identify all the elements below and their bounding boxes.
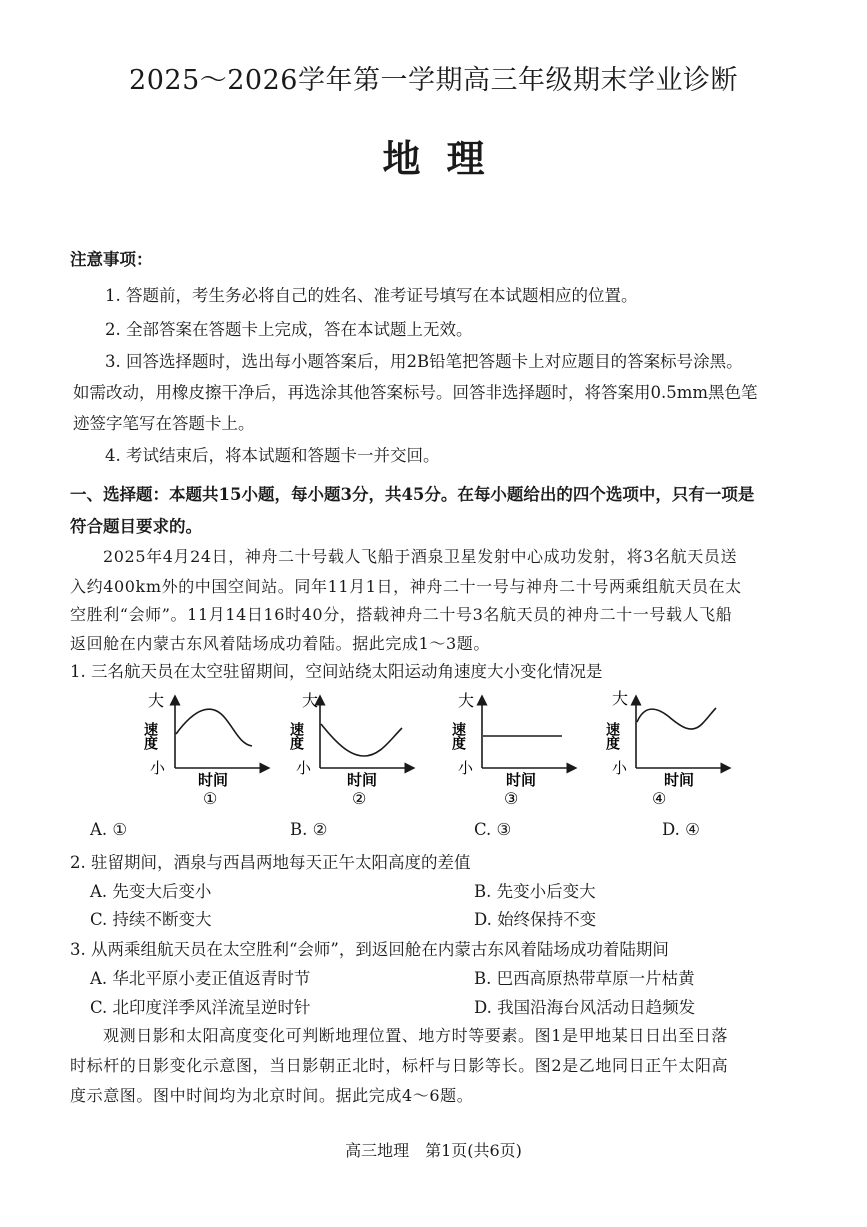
q2-option-c: C. 持续不断变大 <box>90 910 212 929</box>
q3-option-a: A. 华北平原小麦正值返青时节 <box>90 969 311 988</box>
q2-option-d: D. 始终保持不变 <box>474 910 597 929</box>
notice-item-3: 3. 回答选择题时，选出每小题答案后，用2B铅笔把答题卡上对应题目的答案标号涂黑。 <box>105 352 743 371</box>
q3-option-b: B. 巴西高原热带草原一片枯黄 <box>474 969 695 988</box>
graph-1 <box>140 688 270 810</box>
passage1-line-1: 2025年4月24日，神舟二十号载人飞船于酒泉卫星发射中心成功发射，将3名航天员送 <box>103 547 738 566</box>
q3-option-d: D. 我国沿海台风活动日趋频发 <box>474 998 696 1017</box>
graph3-x-label: 时间 <box>506 771 537 789</box>
passage2-line-3: 度示意图。图中时间均为北京时间。据此完成4～6题。 <box>70 1086 474 1105</box>
graph4-y-label: 速度 <box>604 722 620 750</box>
section-heading-cont: 符合题目要求的。 <box>70 517 202 536</box>
graph2-small-label: 小 <box>296 759 312 777</box>
passage1-line-2: 入约400km外的中国空间站。同年11月1日，神舟二十一号与神舟二十号两乘组航天员在太 <box>70 577 742 596</box>
q1-option-d: D. ④ <box>662 820 700 839</box>
graph2-big-label: 大 <box>302 691 319 710</box>
notice-item-3-cont2: 迹签字笔写在答题卡上。 <box>73 414 255 433</box>
passage1-line-3: 空胜利“会师”。11月14日16时40分，搭载神舟二十号3名航天员的神舟二十一号载人飞船 <box>70 605 733 624</box>
graph-4 <box>600 688 730 810</box>
notice-item-1: 1. 答题前，考生务必将自己的姓名、准考证号填写在本试题相应的位置。 <box>105 286 638 305</box>
passage2-line-2: 时标杆的日影变化示意图，当日影朝正北时，标杆与日影等长。图2是乙地同日正午太阳高 <box>70 1056 729 1075</box>
notice-item-3-cont: 如需改动，用橡皮擦干净后，再选涂其他答案标号。回答非选择题时，将答案用0.5mm黑色笔 <box>73 383 758 402</box>
graph4-number: ④ <box>652 789 667 808</box>
graph-3 <box>446 688 576 810</box>
graph1-x-label: 时间 <box>198 771 229 789</box>
q1-stem: 1. 三名航天员在太空驻留期间，空间站绕太阳运动角速度大小变化情况是 <box>70 662 603 681</box>
graph3-big-label: 大 <box>458 691 475 710</box>
exam-title: 2025～2026学年第一学期高三年级期末学业诊断 <box>129 65 738 96</box>
graph2-x-label: 时间 <box>347 771 378 789</box>
page-footer: 高三地理 第1页(共6页) <box>345 1141 522 1160</box>
graph4-small-label: 小 <box>612 759 628 777</box>
graph4-x-label: 时间 <box>664 771 695 789</box>
graph1-y-label: 速度 <box>142 722 158 750</box>
notice-heading: 注意事项： <box>70 250 153 269</box>
q3-option-c: C. 北印度洋季风洋流呈逆时针 <box>90 998 311 1017</box>
subject-title: 地理 <box>382 136 511 181</box>
q1-option-a: A. ① <box>90 820 128 839</box>
q3-stem: 3. 从两乘组航天员在太空胜利“会师”，到返回舱在内蒙古东风着陆场成功着陆期间 <box>70 940 669 959</box>
graph3-small-label: 小 <box>458 759 474 777</box>
notice-item-2: 2. 全部答案在答题卡上完成，答在本试题上无效。 <box>105 320 473 339</box>
q2-option-a: A. 先变大后变小 <box>90 882 212 901</box>
graph3-number: ③ <box>504 789 519 808</box>
passage2-line-1: 观测日影和太阳高度变化可判断地理位置、地方时等要素。图1是甲地某日日出至日落 <box>103 1026 728 1045</box>
section-heading: 一、选择题：本题共15小题，每小题3分，共45分。在每小题给出的四个选项中，只有一项是 <box>70 485 755 504</box>
graph-2 <box>288 688 422 810</box>
q2-option-b: B. 先变小后变大 <box>474 882 596 901</box>
graph1-big-label: 大 <box>148 691 165 710</box>
graph4-big-label: 大 <box>612 689 629 708</box>
graph2-number: ② <box>352 789 367 808</box>
notice-item-4: 4. 考试结束后，将本试题和答题卡一并交回。 <box>105 446 440 465</box>
graph1-number: ① <box>203 789 218 808</box>
graph1-small-label: 小 <box>150 759 166 777</box>
graph3-y-label: 速度 <box>450 722 466 750</box>
graph2-y-label: 速度 <box>288 722 304 750</box>
passage1-line-4: 返回舱在内蒙古东风着陆场成功着陆。据此完成1～3题。 <box>70 634 490 653</box>
q1-option-c: C. ③ <box>474 820 512 839</box>
q2-stem: 2. 驻留期间，酒泉与西昌两地每天正午太阳高度的差值 <box>70 853 471 872</box>
q1-option-b: B. ② <box>290 820 328 839</box>
